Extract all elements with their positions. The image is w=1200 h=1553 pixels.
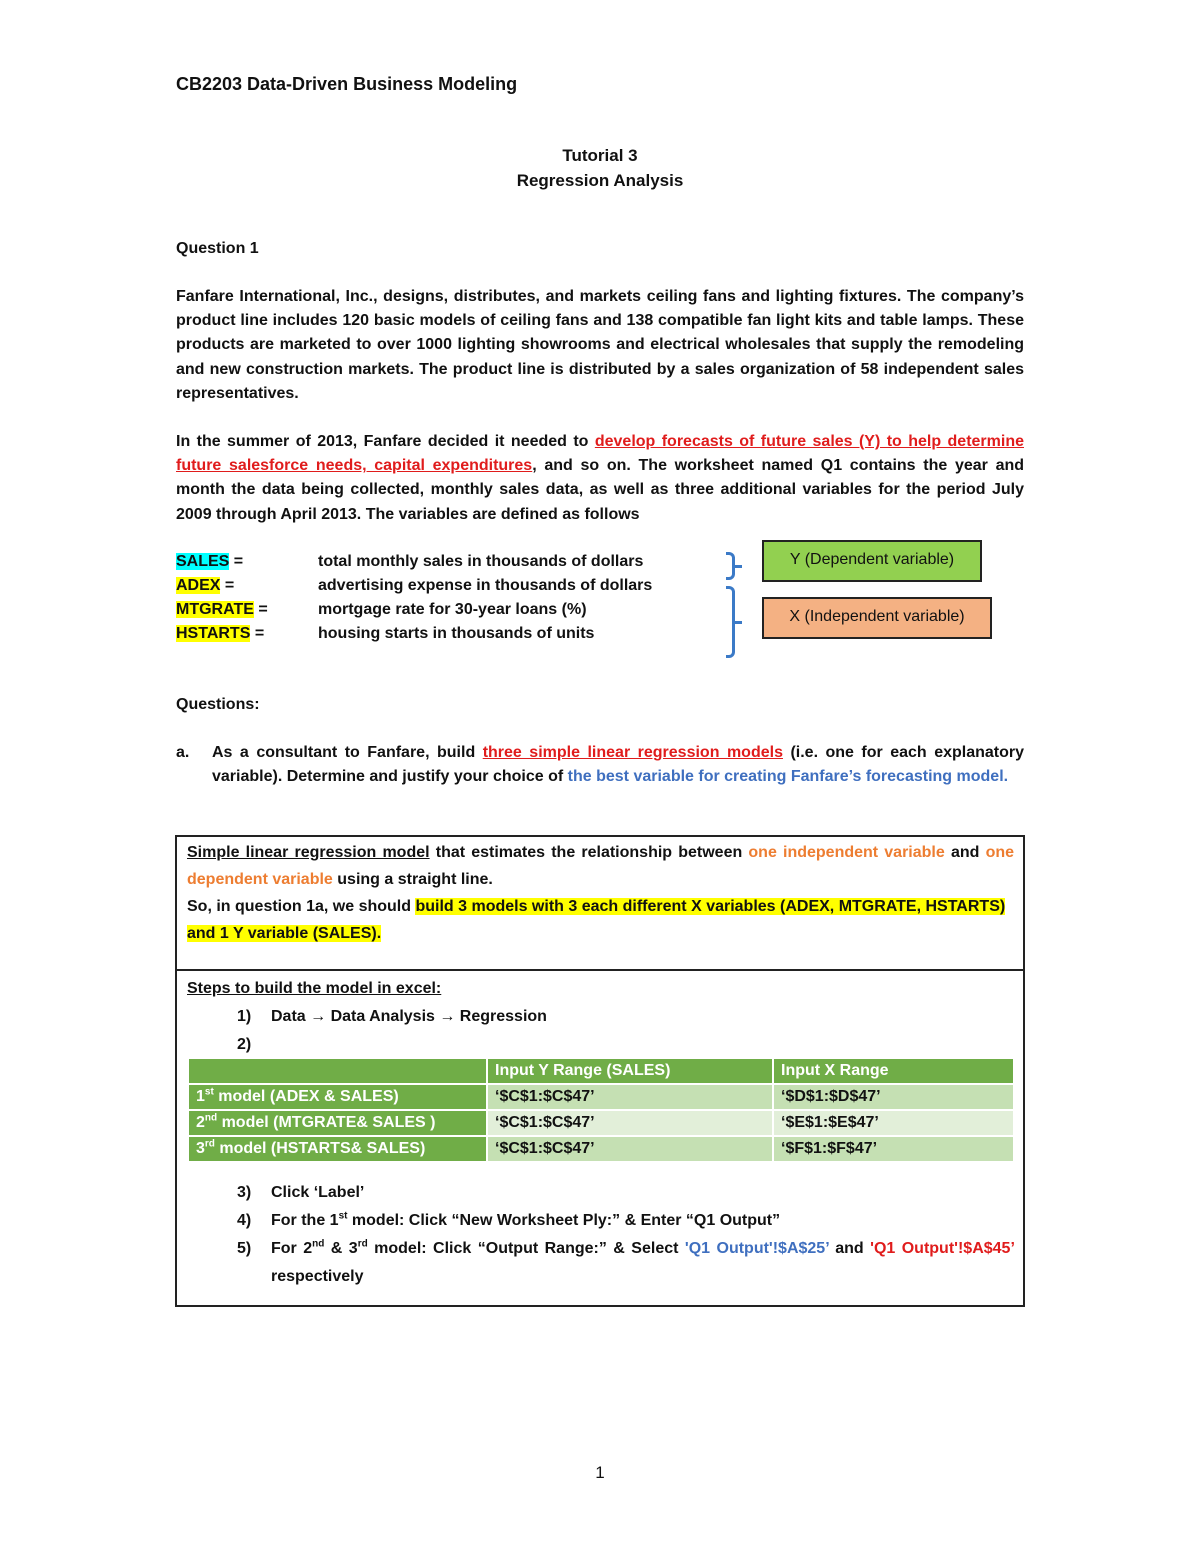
input-y-range: ‘$C$1:$C$47’ <box>488 1085 772 1109</box>
definition-part: using a straight line. <box>332 871 493 888</box>
step-text: For 2 <box>271 1240 313 1257</box>
definition-section <box>177 837 1023 971</box>
table-row <box>189 1111 1013 1135</box>
step-text: For the 1 <box>271 1212 339 1229</box>
step-text: model: Click “New Worksheet Ply:” & Enter “Q1 Output” <box>347 1212 781 1229</box>
step-text: Click ‘Label’ <box>271 1184 365 1201</box>
model-number: 1 <box>196 1088 205 1105</box>
model-label <box>189 1137 486 1161</box>
variable-equals: = <box>220 577 235 594</box>
dependent-brace-icon <box>726 552 735 580</box>
question-a-label: a. <box>176 744 190 761</box>
question-a-text <box>212 741 1024 789</box>
model-name: model (MTGRATE& SALES ) <box>217 1114 436 1131</box>
variable-equals: = <box>250 625 265 642</box>
question-a-emphasis: the best variable for creating Fanfare’s forecasting model. <box>567 768 1009 786</box>
variable-description: mortgage rate for 30-year loans (%) <box>318 601 587 618</box>
steps-section <box>177 973 1023 1305</box>
table-header-row <box>189 1059 1013 1083</box>
step-number: 3) <box>237 1184 252 1201</box>
step-number: 2) <box>237 1036 252 1053</box>
regression-ranges-table <box>187 1057 1015 1163</box>
variable-name: MTGRATE <box>176 601 254 618</box>
dependent-variable-label: Y (Dependent variable) <box>762 540 982 582</box>
definition-orange: one dependent variable <box>187 844 1015 888</box>
tutorial-topic: Regression Analysis <box>516 171 684 190</box>
model-label <box>189 1111 486 1135</box>
step-text: & 3 <box>324 1240 358 1257</box>
variable-name: ADEX <box>176 577 221 594</box>
variable-equals: = <box>229 553 244 570</box>
variable-name: SALES <box>176 553 230 570</box>
variable-equals: = <box>253 601 268 618</box>
step-4 <box>187 1207 1014 1235</box>
table-header-cell: Input Y Range (SALES) <box>488 1059 772 1083</box>
model-number: 3 <box>196 1140 205 1157</box>
forecast-goal-highlight: develop forecasts of future sales (Y) to help determine future salesforce needs, capital expenditures <box>176 433 1024 475</box>
definition-note-part: So, in question 1a, we should <box>187 898 416 915</box>
table-row <box>189 1137 1013 1161</box>
step-number: 1) <box>237 1008 252 1025</box>
input-y-range: ‘$C$1:$C$47’ <box>488 1111 772 1135</box>
step-ordinal: rd <box>357 1238 368 1250</box>
question-a-part: (i.e. one for each explanatory variable). Determine and justify your choice of <box>212 744 1025 786</box>
step-text: Data → Data Analysis → Regression <box>271 1008 547 1025</box>
variable-row-sales <box>176 550 716 574</box>
step-ordinal: nd <box>312 1238 325 1250</box>
variable-definitions <box>176 550 716 646</box>
table-header-cell: Input X Range <box>774 1059 1013 1083</box>
definition-note <box>187 893 1014 947</box>
step-text: and <box>828 1240 871 1257</box>
step-text: model: Click “Output Range:” & Select <box>367 1240 685 1257</box>
question-heading: Question 1 <box>176 240 259 257</box>
definition-term: Simple linear regression model <box>187 844 430 861</box>
input-x-range: ‘$F$1:$F$47’ <box>774 1137 1013 1161</box>
input-x-range: ‘$E$1:$E$47’ <box>774 1111 1013 1135</box>
definition-part: that estimates the relationship between <box>429 844 749 861</box>
model-name: model (ADEX & SALES) <box>213 1088 399 1105</box>
forecast-context-paragraph <box>176 430 1024 527</box>
table-header-cell <box>189 1059 486 1083</box>
model-ordinal: st <box>204 1086 214 1098</box>
course-title: CB2203 Data-Driven Business Modeling <box>176 74 518 94</box>
step-2 <box>187 1031 1014 1059</box>
tutorial-number: Tutorial 3 <box>562 146 638 165</box>
question-a-part: As a consultant to Fanfare, build <box>212 744 483 761</box>
step-3 <box>187 1179 1014 1207</box>
variable-description: housing starts in thousands of units <box>318 625 595 642</box>
variable-row-hstarts <box>176 622 716 646</box>
model-number: 2 <box>196 1114 205 1131</box>
questions-heading: Questions: <box>176 696 260 713</box>
model-label <box>189 1085 486 1109</box>
variable-row-adex <box>176 574 716 598</box>
input-y-range: ‘$C$1:$C$47’ <box>488 1137 772 1161</box>
step-number: 5) <box>237 1240 252 1257</box>
question-a <box>176 741 1024 789</box>
document-title <box>0 143 1200 193</box>
independent-variable-label: X (Independent variable) <box>762 597 992 639</box>
variable-description: total monthly sales in thousands of dollars <box>318 553 644 570</box>
company-description-paragraph: Fanfare International, Inc., designs, distributes, and markets ceiling fans and lighting fixtures. The company’s product line includes 120 basic models of ceiling fans and 138 compatible fan light kits and table lamps. These products are marketed to over 1000 lighting showrooms and electrical wholesales that supply the remodeling and new construction markets. The product line is distributed by a sales organization of 58 independent sales representatives. <box>176 288 1024 402</box>
step-ordinal: st <box>338 1210 348 1222</box>
definition-text <box>187 839 1014 893</box>
definition-note-highlight: build 3 models with 3 each different X variables (ADEX, MTGRATE, HSTARTS) and 1 Y variable (SALES). <box>187 898 1006 942</box>
paragraph2-after: , and so on. The worksheet named Q1 contains the year and month the data being collected, monthly sales data, as well as three additional variables for the period July 2009 through April 2013. The variables are defined as follows <box>176 457 1025 523</box>
model-name: model (HSTARTS& SALES) <box>214 1140 426 1157</box>
output-range-2: 'Q1 Output'!$A$25’ <box>684 1240 829 1257</box>
independent-brace-icon <box>726 586 735 658</box>
paragraph2-before: In the summer of 2013, Fanfare decided it needed to <box>176 433 595 450</box>
step-number: 4) <box>237 1212 252 1229</box>
instruction-box <box>175 835 1025 1307</box>
step-1 <box>187 1003 1014 1031</box>
input-x-range: ‘$D$1:$D$47’ <box>774 1085 1013 1109</box>
model-ordinal: nd <box>204 1112 218 1124</box>
page-number: 1 <box>595 1463 605 1482</box>
variable-row-mtgrate <box>176 598 716 622</box>
model-ordinal: rd <box>204 1138 215 1150</box>
steps-heading: Steps to build the model in excel: <box>187 980 442 997</box>
definition-part: and <box>944 844 986 861</box>
output-range-3: 'Q1 Output'!$A$45’ <box>870 1240 1015 1257</box>
variable-description: advertising expense in thousands of dollars <box>318 577 653 594</box>
step-text: respectively <box>271 1268 364 1285</box>
table-row <box>189 1085 1013 1109</box>
step-5 <box>187 1235 1014 1291</box>
variable-name: HSTARTS <box>176 625 251 642</box>
question-a-highlight: three simple linear regression models <box>482 744 783 761</box>
definition-orange: one independent variable <box>748 844 945 861</box>
